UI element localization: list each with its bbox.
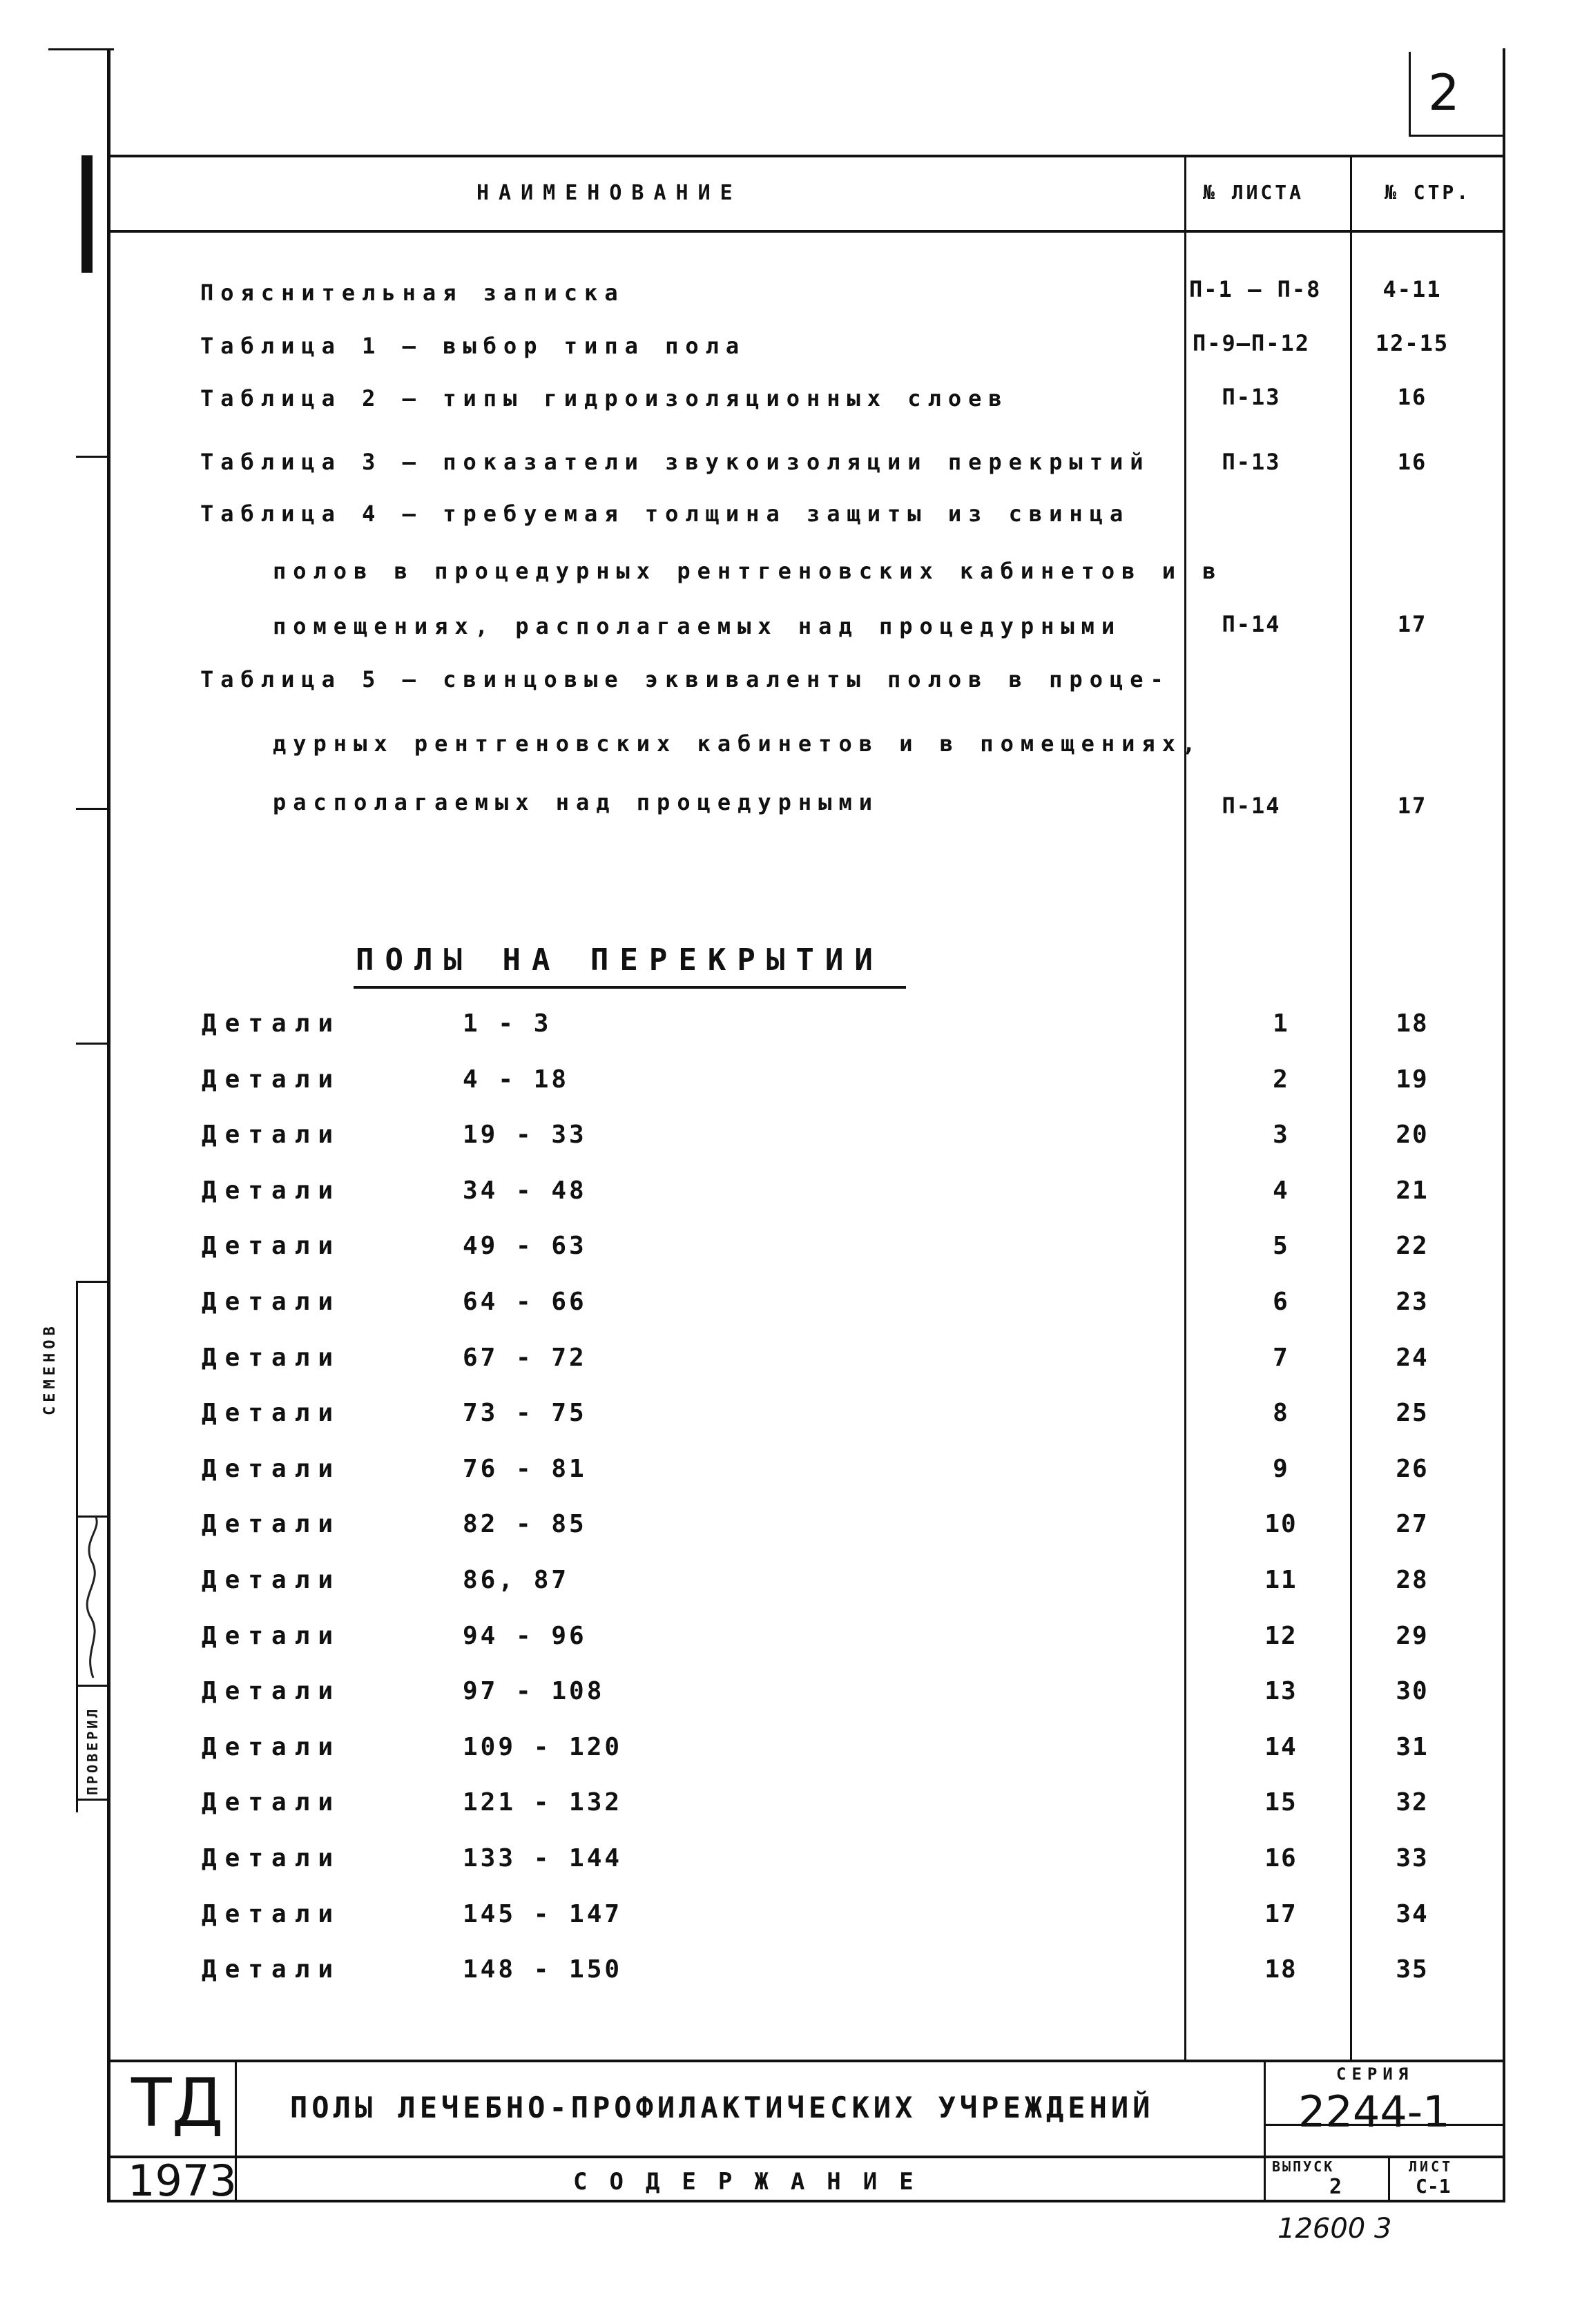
detail-sheet: 4 — [1273, 1176, 1289, 1205]
contents-line: Таблица 3 – показатели звукоизоляции перекрытий — [200, 449, 1150, 475]
detail-range: 109 - 120 — [463, 1733, 623, 1761]
header-page-col: № СТР. — [1385, 181, 1472, 204]
detail-range: 145 - 147 — [463, 1900, 623, 1928]
stamp-subtitle: СОДЕРЖАНИЕ — [573, 2168, 936, 2196]
stamp-sheet-label: ЛИСТ — [1409, 2158, 1454, 2175]
top-left-tick — [48, 48, 114, 50]
detail-page: 20 — [1396, 1121, 1429, 1149]
detail-page: 34 — [1396, 1900, 1429, 1928]
frame-bottom-border — [107, 2200, 1505, 2202]
header-name-col: НАИМЕНОВАНИЕ — [476, 181, 742, 205]
frame-left-border — [107, 48, 110, 2202]
header-top-rule — [107, 155, 1505, 157]
stamp-sheet: С-1 — [1416, 2175, 1451, 2198]
detail-range: 148 - 150 — [463, 1955, 623, 1984]
detail-sheet: 2 — [1273, 1065, 1289, 1094]
detail-range: 121 - 132 — [463, 1788, 623, 1817]
detail-sheet: 18 — [1264, 1955, 1298, 1984]
contents-line: дурных рентгеновских кабинетов и в помещениях, — [273, 730, 1203, 757]
detail-page: 25 — [1396, 1399, 1429, 1427]
side-signature — [76, 1512, 110, 1685]
detail-label: Детали — [202, 1065, 342, 1094]
detail-page: 32 — [1396, 1788, 1429, 1817]
header-sheet-col: № ЛИСТА — [1203, 181, 1304, 204]
detail-page: 33 — [1396, 1844, 1429, 1872]
detail-range: 133 - 144 — [463, 1844, 623, 1872]
frame-right-border — [1503, 48, 1505, 2202]
stamp-series: 2244-1 — [1298, 2086, 1450, 2137]
contents-page: 16 — [1397, 384, 1427, 410]
page-number-box-bottom — [1409, 135, 1503, 137]
contents-line: Таблица 1 – выбор типа пола — [200, 333, 746, 359]
detail-range: 67 - 72 — [463, 1344, 587, 1372]
stamp-series-divider — [1264, 2060, 1266, 2202]
detail-sheet: 17 — [1264, 1900, 1298, 1928]
detail-range: 76 - 81 — [463, 1455, 587, 1483]
detail-label: Детали — [202, 1510, 342, 1538]
detail-range: 94 - 96 — [463, 1622, 587, 1650]
detail-label: Детали — [202, 1733, 342, 1761]
side-stamp-checked-label: ПРОВЕРИЛ — [84, 1706, 101, 1795]
detail-page: 19 — [1396, 1065, 1429, 1094]
detail-sheet: 15 — [1264, 1788, 1298, 1817]
contents-line: Пояснительная записка — [200, 280, 625, 306]
detail-sheet: 9 — [1273, 1455, 1289, 1483]
footer-note: 12600 3 — [1277, 2213, 1392, 2245]
contents-sheet: П-13 — [1222, 449, 1281, 475]
contents-page: 16 — [1397, 449, 1427, 475]
detail-sheet: 13 — [1264, 1677, 1298, 1705]
contents-page: 17 — [1397, 611, 1427, 637]
contents-line: полов в процедурных рентгеновских кабинетов и в — [273, 558, 1223, 584]
detail-page: 23 — [1396, 1288, 1429, 1316]
detail-sheet: 8 — [1273, 1399, 1289, 1427]
contents-line: располагаемых над процедурными — [273, 789, 879, 815]
detail-range: 34 - 48 — [463, 1176, 587, 1205]
detail-page: 26 — [1396, 1455, 1429, 1483]
side-strip-top-bar — [81, 155, 93, 273]
side-strip-line — [76, 1043, 109, 1045]
detail-label: Детали — [202, 1176, 342, 1205]
detail-label: Детали — [202, 1344, 342, 1372]
section-title-underline — [354, 986, 906, 989]
detail-sheet: 5 — [1273, 1232, 1289, 1260]
stamp-year: 1973 — [128, 2156, 237, 2206]
side-strip-line — [76, 1799, 109, 1801]
contents-sheet: П-14 — [1222, 793, 1281, 819]
detail-sheet: 3 — [1273, 1121, 1289, 1149]
column-divider-page — [1350, 155, 1352, 2060]
detail-page: 21 — [1396, 1176, 1429, 1205]
side-strip-top-line — [76, 456, 109, 458]
detail-sheet: 16 — [1264, 1844, 1298, 1872]
detail-range: 97 - 108 — [463, 1677, 605, 1705]
detail-label: Детали — [202, 1622, 342, 1650]
detail-label: Детали — [202, 1955, 342, 1984]
detail-sheet: 1 — [1273, 1009, 1289, 1038]
contents-page: 4-11 — [1382, 276, 1442, 302]
detail-range: 49 - 63 — [463, 1232, 587, 1260]
detail-label: Детали — [202, 1121, 342, 1149]
stamp-issue: 2 — [1329, 2175, 1342, 2199]
detail-label: Детали — [202, 1232, 342, 1260]
stamp-series-label: СЕРИЯ — [1336, 2064, 1414, 2084]
detail-page: 28 — [1396, 1566, 1429, 1594]
stamp-issue-label: ВЫПУСК — [1272, 2158, 1335, 2175]
detail-sheet: 6 — [1273, 1288, 1289, 1316]
side-strip-line — [76, 808, 109, 810]
detail-range: 19 - 33 — [463, 1121, 587, 1149]
detail-label: Детали — [202, 1844, 342, 1872]
detail-label: Детали — [202, 1566, 342, 1594]
stamp-logo: ТД — [131, 2064, 224, 2142]
page-number-box-left — [1409, 52, 1411, 135]
detail-page: 24 — [1396, 1344, 1429, 1372]
detail-range: 73 - 75 — [463, 1399, 587, 1427]
detail-page: 29 — [1396, 1622, 1429, 1650]
column-divider-sheet — [1184, 155, 1186, 2060]
contents-line: Таблица 5 – свинцовые эквиваленты полов в проце- — [200, 666, 1170, 693]
contents-page: 17 — [1397, 793, 1427, 819]
detail-page: 31 — [1396, 1733, 1429, 1761]
detail-label: Детали — [202, 1677, 342, 1705]
detail-label: Детали — [202, 1399, 342, 1427]
detail-range: 1 - 3 — [463, 1009, 552, 1038]
detail-label: Детали — [202, 1288, 342, 1316]
detail-label: Детали — [202, 1788, 342, 1817]
side-strip-line — [76, 1281, 109, 1283]
detail-page: 18 — [1396, 1009, 1429, 1038]
contents-page: 12-15 — [1375, 330, 1449, 356]
side-strip-line — [76, 1685, 109, 1687]
detail-range: 86, 87 — [463, 1566, 570, 1594]
stamp-top-rule — [107, 2060, 1505, 2062]
contents-line: Таблица 2 – типы гидроизоляционных слоев — [200, 385, 1009, 411]
detail-sheet: 14 — [1264, 1733, 1298, 1761]
detail-sheet: 7 — [1273, 1344, 1289, 1372]
detail-sheet: 10 — [1264, 1510, 1298, 1538]
stamp-title: ПОЛЫ ЛЕЧЕБНО-ПРОФИЛАКТИЧЕСКИХ УЧРЕЖДЕНИЙ — [290, 2091, 1155, 2124]
detail-label: Детали — [202, 1900, 342, 1928]
detail-page: 35 — [1396, 1955, 1429, 1984]
contents-sheet: П-9–П-12 — [1192, 330, 1311, 356]
contents-line: помещениях, располагаемых над процедурными — [273, 613, 1122, 639]
page-number: 2 — [1428, 64, 1460, 122]
detail-range: 64 - 66 — [463, 1288, 587, 1316]
detail-range: 4 - 18 — [463, 1065, 570, 1094]
contents-sheet: П-13 — [1222, 384, 1281, 410]
detail-label: Детали — [202, 1009, 342, 1038]
contents-sheet: П-14 — [1222, 611, 1281, 637]
detail-page: 27 — [1396, 1510, 1429, 1538]
section-title: ПОЛЫ НА ПЕРЕКРЫТИИ — [356, 942, 884, 978]
detail-label: Детали — [202, 1455, 342, 1483]
detail-page: 22 — [1396, 1232, 1429, 1260]
detail-page: 30 — [1396, 1677, 1429, 1705]
stamp-issue-divider — [1388, 2156, 1390, 2202]
detail-sheet: 11 — [1264, 1566, 1298, 1594]
detail-sheet: 12 — [1264, 1622, 1298, 1650]
side-stamp-name: СЕМЕНОВ — [41, 1322, 59, 1415]
detail-range: 82 - 85 — [463, 1510, 587, 1538]
contents-sheet: П-1 – П-8 — [1189, 276, 1322, 302]
contents-line: Таблица 4 – требуемая толщина защиты из свинца — [200, 501, 1130, 527]
header-bottom-rule — [107, 230, 1505, 233]
